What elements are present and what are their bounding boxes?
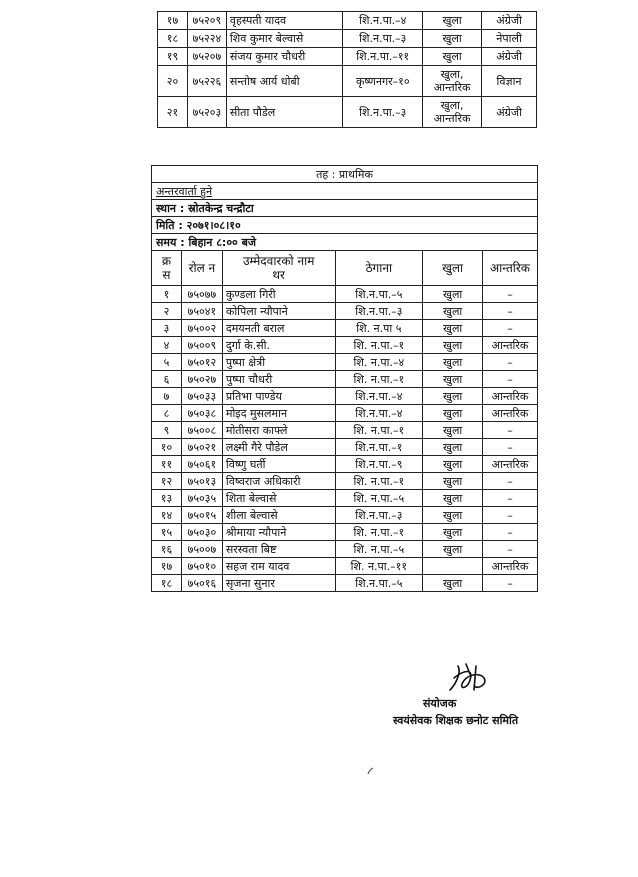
header-internal: आन्तरिक — [483, 251, 538, 286]
table-row — [152, 473, 538, 490]
candidate-name: सीता पौडेल — [226, 97, 343, 128]
serial-number: ८ — [152, 405, 182, 422]
serial-number: २ — [152, 303, 182, 320]
serial-number: ५ — [152, 354, 182, 371]
candidate-address: शि.न.पा.–५ — [335, 575, 423, 592]
serial-number: ३ — [152, 320, 182, 337]
roll-number: ७५०३३ — [181, 388, 222, 405]
internal-category: – — [483, 524, 538, 541]
candidate-address: शि. न.पा.–१ — [335, 524, 423, 541]
table-row — [152, 371, 538, 388]
candidate-address: शि. न.पा.–११ — [335, 558, 423, 575]
open-category: खुला — [423, 354, 483, 371]
open-category: खुला — [423, 490, 483, 507]
internal-category: – — [483, 320, 538, 337]
open-category: खुला — [423, 507, 483, 524]
candidate-address: शि. न.पा.–५ — [335, 490, 423, 507]
serial-number: १२ — [152, 473, 182, 490]
header-sn: क्र स — [152, 251, 182, 286]
roll-number: ७५००८ — [181, 422, 222, 439]
table-row — [158, 12, 537, 30]
roll-number: ७५०३५ — [181, 490, 222, 507]
previous-level-table — [157, 11, 537, 128]
candidate-name: लक्ष्मी गैरे पौडेल — [222, 439, 335, 456]
internal-category: आन्तरिक — [483, 558, 538, 575]
roll-number: ७५००२ — [181, 320, 222, 337]
candidate-address: शि.न.पा.–३ — [335, 507, 423, 524]
candidate-address: कृष्णनगर–१० — [343, 66, 423, 97]
candidate-name: मोतीसरा काफ्ले — [222, 422, 335, 439]
serial-number: ९ — [152, 422, 182, 439]
roll-number: ७५०३० — [181, 524, 222, 541]
serial-number: १० — [152, 439, 182, 456]
open-category: खुला — [423, 422, 483, 439]
candidate-category: खुला — [423, 30, 482, 48]
roll-number: ७५००७ — [181, 541, 222, 558]
candidate-name: विष्वराज अधिकारी — [222, 473, 335, 490]
category-line-2: आन्तरिक — [433, 81, 471, 94]
open-category: खुला — [423, 524, 483, 541]
roll-number: ७५०२७ — [181, 371, 222, 388]
candidate-address: शि.न.पा.–११ — [343, 48, 423, 66]
serial-number: १९ — [158, 48, 188, 66]
candidate-address: शि. न.पा.–१ — [335, 422, 423, 439]
table-row — [152, 524, 538, 541]
candidate-address: शि.न.पा.–४ — [343, 12, 423, 30]
candidate-address: शि.न.पा.–९ — [335, 456, 423, 473]
open-category: खुला — [423, 303, 483, 320]
table-row — [152, 286, 538, 303]
open-category: खुला — [423, 320, 483, 337]
roll-number: ७५२२४ — [187, 30, 226, 48]
interview-time: समय : बिहान ८:०० बजे — [152, 234, 538, 251]
candidate-name: विष्णु घर्ती — [222, 456, 335, 473]
internal-category: – — [483, 303, 538, 320]
candidate-category: खुला — [423, 48, 482, 66]
internal-category: – — [483, 354, 538, 371]
candidate-name: सृजना सुनार — [222, 575, 335, 592]
table-row — [152, 405, 538, 422]
candidate-category — [423, 97, 482, 128]
candidate-address: शि. न.पा.–१ — [335, 473, 423, 490]
roll-number: ७५०६१ — [181, 456, 222, 473]
open-category: खुला — [423, 439, 483, 456]
table-row — [152, 320, 538, 337]
serial-number: १४ — [152, 507, 182, 524]
candidate-address: शि.न.पा.–३ — [343, 97, 423, 128]
candidate-address: शि.न.पा.–४ — [335, 405, 423, 422]
table-row — [152, 337, 538, 354]
open-category: खुला — [423, 405, 483, 422]
candidate-name: सहज राम यादव — [222, 558, 335, 575]
candidate-name: दमयनती बराल — [222, 320, 335, 337]
table-row — [152, 439, 538, 456]
internal-category: – — [483, 439, 538, 456]
internal-category: – — [483, 507, 538, 524]
open-category: खुला — [423, 286, 483, 303]
candidate-name: कुण्डला गिरी — [222, 286, 335, 303]
candidate-name: शिता बेल्वासे — [222, 490, 335, 507]
roll-number: ७५०३८ — [181, 405, 222, 422]
candidate-subject: अंग्रेजी — [482, 12, 537, 30]
table-row — [158, 30, 537, 48]
internal-category: – — [483, 422, 538, 439]
open-category: खुला — [423, 371, 483, 388]
table-row — [152, 456, 538, 473]
table-row — [152, 558, 538, 575]
candidate-name: मोइद मुसलमान — [222, 405, 335, 422]
serial-number: १६ — [152, 541, 182, 558]
candidate-name: शिव कुमार बेल्वासे — [226, 30, 343, 48]
roll-number: ७५०१० — [181, 558, 222, 575]
table-row — [152, 490, 538, 507]
table-row — [152, 507, 538, 524]
roll-number: ७५२०९ — [187, 12, 226, 30]
candidate-name: सरस्वता बिष्ट — [222, 541, 335, 558]
serial-number: ४ — [152, 337, 182, 354]
serial-number: १८ — [158, 30, 188, 48]
serial-number: १७ — [152, 558, 182, 575]
internal-category: – — [483, 286, 538, 303]
internal-category: आन्तरिक — [483, 405, 538, 422]
candidate-name: वृहस्पती यादव — [226, 12, 343, 30]
internal-category: आन्तरिक — [483, 388, 538, 405]
candidate-name: श्रीमाया न्यौपाने — [222, 524, 335, 541]
interview-place: स्थान : स्रोतकेन्द्र चन्द्रौटा — [152, 200, 538, 217]
serial-number: १५ — [152, 524, 182, 541]
table-row — [152, 388, 538, 405]
candidate-address: शि. न.पा.–४ — [335, 354, 423, 371]
table-row — [152, 422, 538, 439]
header-address: ठेगाना — [335, 251, 423, 286]
candidate-subject: अंग्रेजी — [482, 97, 537, 128]
candidate-address: शि. न.पा.–५ — [335, 541, 423, 558]
roll-number: ७५२०७ — [187, 48, 226, 66]
serial-number: ६ — [152, 371, 182, 388]
candidate-category — [423, 66, 482, 97]
serial-number: १ — [152, 286, 182, 303]
serial-number: १७ — [158, 12, 188, 30]
candidate-name: प्रतिभा पाण्डेय — [222, 388, 335, 405]
open-category: खुला — [423, 337, 483, 354]
open-category: खुला — [423, 473, 483, 490]
coordinator-title: संयोजक — [423, 697, 457, 710]
header-roll: रोल न — [181, 251, 222, 286]
internal-category: आन्तरिक — [483, 337, 538, 354]
table-row — [158, 48, 537, 66]
roll-number: ७५०७७ — [181, 286, 222, 303]
serial-number: १३ — [152, 490, 182, 507]
serial-number: ७ — [152, 388, 182, 405]
candidate-address: शि. न.पा.–१ — [335, 371, 423, 388]
table-row — [152, 354, 538, 371]
candidate-address: शि.न.पा.–५ — [335, 286, 423, 303]
table-row — [158, 97, 537, 128]
candidate-address: शि. न.पा.–१ — [335, 337, 423, 354]
committee-name: स्वयंसेवक शिक्षक छनोट समिति — [393, 714, 519, 727]
candidate-subject: नेपाली — [482, 30, 537, 48]
roll-number: ७५०१३ — [181, 473, 222, 490]
table-row — [152, 575, 538, 592]
candidate-subject: अंग्रेजी — [482, 48, 537, 66]
table-row — [152, 541, 538, 558]
category-line-1: खुला, — [440, 68, 464, 81]
open-category: खुला — [423, 541, 483, 558]
candidate-address: शि.न.पा.–३ — [335, 303, 423, 320]
category-line-1: खुला, — [440, 99, 464, 112]
internal-category: – — [483, 490, 538, 507]
roll-number: ७५०४१ — [181, 303, 222, 320]
candidate-name: पुष्पा चौधरी — [222, 371, 335, 388]
candidate-name: शीला बेल्वासे — [222, 507, 335, 524]
roll-number: ७५००९ — [181, 337, 222, 354]
header-name: उम्मेदवारको नाम थर — [222, 251, 335, 286]
roll-number: ७५२०३ — [187, 97, 226, 128]
table-row — [152, 303, 538, 320]
candidate-name: संजय कुमार चौधरी — [226, 48, 343, 66]
level-title: तह : प्राथमिक — [152, 166, 538, 183]
candidate-category: खुला — [423, 12, 482, 30]
serial-number: २० — [158, 66, 188, 97]
serial-number: ११ — [152, 456, 182, 473]
candidate-address: शि.न.पा.–१ — [335, 439, 423, 456]
interview-label: अन्तरवार्ता हुने — [152, 183, 538, 200]
signature-mark — [440, 660, 500, 696]
open-category: खुला — [423, 388, 483, 405]
roll-number: ७५०२१ — [181, 439, 222, 456]
roll-number: ७५२२६ — [187, 66, 226, 97]
candidate-name: सन्तोष आर्य धोबी — [226, 66, 343, 97]
internal-category: – — [483, 541, 538, 558]
candidate-name: कोपिला न्यौपाने — [222, 303, 335, 320]
serial-number: १८ — [152, 575, 182, 592]
roll-number: ७५०१५ — [181, 507, 222, 524]
serial-number: २१ — [158, 97, 188, 128]
primary-level-table — [151, 165, 538, 592]
candidate-name: पुष्पा क्षेत्री — [222, 354, 335, 371]
ink-mark — [365, 766, 375, 776]
roll-number: ७५०१२ — [181, 354, 222, 371]
candidate-address: शि.न.पा.–३ — [343, 30, 423, 48]
candidate-subject: विज्ञान — [482, 66, 537, 97]
open-category — [423, 558, 483, 575]
candidate-address: शि.न.पा.–४ — [335, 388, 423, 405]
candidate-name: दुर्गा के.सी. — [222, 337, 335, 354]
candidate-address: शि. न.पा ५ — [335, 320, 423, 337]
internal-category: आन्तरिक — [483, 456, 538, 473]
category-line-2: आन्तरिक — [433, 112, 471, 125]
interview-date: मिति : २०७१।०८।१० — [152, 217, 538, 234]
header-open: खुला — [423, 251, 483, 286]
table-row — [158, 66, 537, 97]
internal-category: – — [483, 473, 538, 490]
open-category: खुला — [423, 575, 483, 592]
table-header-row — [152, 251, 538, 286]
open-category: खुला — [423, 456, 483, 473]
internal-category: – — [483, 371, 538, 388]
roll-number: ७५०१६ — [181, 575, 222, 592]
internal-category: – — [483, 575, 538, 592]
